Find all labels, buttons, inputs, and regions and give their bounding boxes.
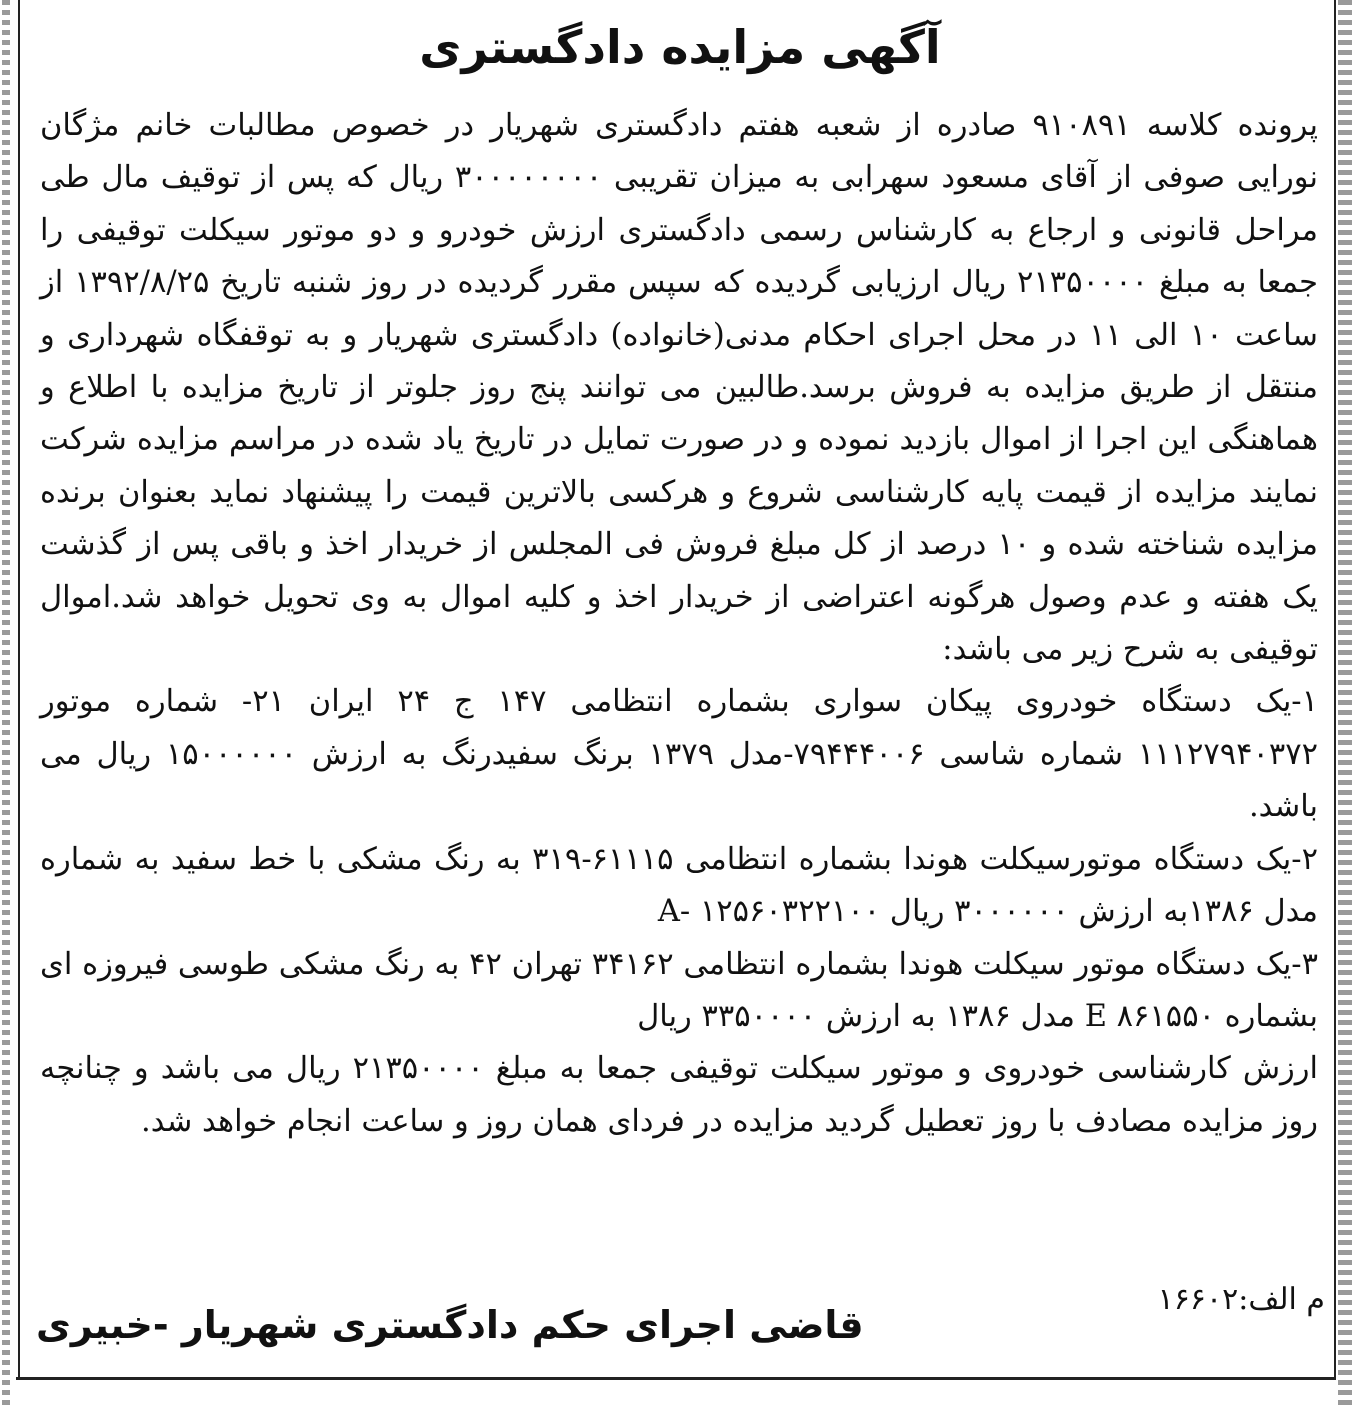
notice-title: آگهی مزایده دادگستری <box>419 20 941 74</box>
left-perforation-border <box>2 0 10 1406</box>
notice-item-2: ۲-یک دستگاه موتورسیکلت هوندا بشماره انتظامی ۶۱۱۱۵-۳۱۹ به رنگ مشکی با خط سفید به شماره مدل ۱۳۸۶به ارزش ۳۰۰۰۰۰۰ ریال A- ۱۲۵۶۰۳۲۲۱۰۰ <box>40 841 1318 930</box>
notice-paragraph-intro: پرونده کلاسه ۹۱۰۸۹۱ صادره از شعبه هفتم دادگستری شهریار در خصوص مطالبات خانم مژگان نورایی صوفی از آقای مسعود سهرابی به میزان تقریبی ۳۰۰۰۰۰۰۰۰ ریال که پس از توقیف مال طی مراحل قانونی و ارجاع به کارشناس رسمی دادگستری ارزش خودرو و دو موتور سیکلت توقیفی را جمعا به مبلغ ۲۱۳۵۰۰۰۰ ریال ارزیابی گردیده که سپس مقرر گردیده در روز شنبه تاریخ ۱۳۹۲/۸/۲۵ از ساعت ۱۰ الی ۱۱ در محل اجرای احکام مدنی(خانواده) دادگستری شهریار و به توقفگاه شهرداری و منتقل از طریق مزایده به فروش برسد.طالبین می توانند پنج روز جلوتر از تاریخ مزایده با اطلاع و هماهنگی این اجرا از اموال بازدید نموده و در صورت تمایل در تاریخ یاد شده در مراسم مزایده شرکت نمایند مزایده از قیمت پایه کارشناسی شروع و هرکسی بالاترین قیمت را پیشنهاد نماید بعنوان برنده مزایده شناخته شده و ۱۰ درصد از کل مبلغ فروش فی المجلس از خریدار اخذ و باقی پس از گذشت یک هفته و عدم وصول هرگونه اعتراضی از خریدار اخذ و کلیه اموال به وی تحویل خواهد شد.اموال توقیفی به شرح زیر می باشد: <box>40 108 1319 668</box>
reference-number: م الف:۱۶۶۰۲ <box>1157 1282 1325 1317</box>
bottom-rule <box>16 1377 1336 1380</box>
signature-line: قاضی اجرای حکم دادگستری شهریار -خبیری <box>36 1303 864 1347</box>
notice-paragraph-total: ارزش کارشناسی خودروی و موتور سیکلت توقیفی جمعا به مبلغ ۲۱۳۵۰۰۰۰ ریال می باشد و چنانچه روز مزایده مصادف با روز تعطیل گردید مزایده در فردای همان روز و ساعت انجام خواهد شد. <box>40 1051 1318 1139</box>
notice-body <box>40 100 1318 1148</box>
notice-item-3: ۳-یک دستگاه موتور سیکلت هوندا بشماره انتظامی ۳۴۱۶۲ تهران ۴۲ به رنگ مشکی طوسی فیروزه ای بشماره E ۸۶۱۵۵۰ مدل ۱۳۸۶ به ارزش ۳۳۵۰۰۰۰ ریال <box>40 946 1319 1034</box>
right-perforation-border <box>1338 0 1352 1406</box>
notice-item-1: ۱-یک دستگاه خودروی پیکان سواری بشماره انتظامی ۱۴۷ ج ۲۴ ایران ۲۱- شماره موتور ۱۱۱۲۷۹۴۰۳۷۲ شماره شاسی ۷۹۴۴۴۰۰۶-مدل ۱۳۷۹ برنگ سفیدرنگ به ارزش ۱۵۰۰۰۰۰۰ ریال می باشد. <box>40 684 1319 825</box>
